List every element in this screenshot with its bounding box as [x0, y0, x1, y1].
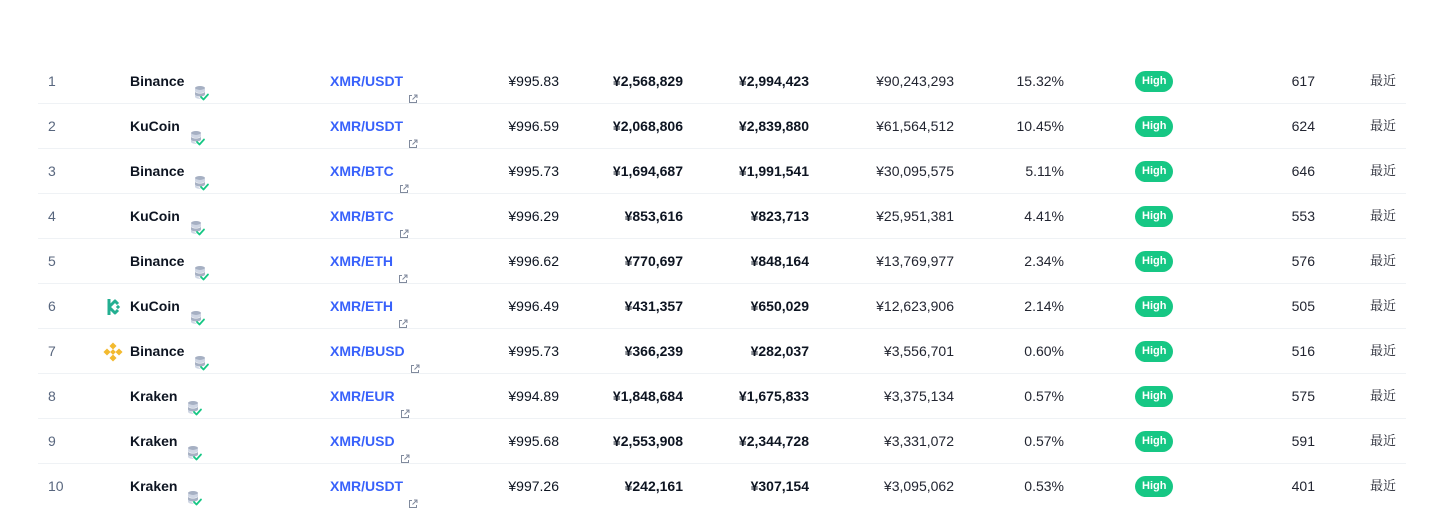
price-cell: ¥996.59 — [508, 118, 559, 134]
price-cell: ¥995.68 — [508, 433, 559, 449]
pair-name: XMR/USDT — [330, 118, 404, 134]
depth-minus-2-cell: ¥1,991,541 — [738, 163, 809, 179]
external-link-icon — [400, 437, 410, 447]
pair-link[interactable] — [330, 374, 410, 419]
liquidity-score-cell: 553 — [1291, 208, 1315, 224]
database-check-icon — [185, 435, 203, 453]
database-check-icon — [192, 255, 210, 273]
database-check-icon — [188, 210, 206, 228]
updated-cell: 最近 — [1369, 209, 1396, 224]
pair-link[interactable] — [330, 284, 408, 329]
external-link-icon — [398, 257, 408, 267]
liquidity-score-cell: 401 — [1291, 478, 1315, 494]
table-row[interactable] — [38, 329, 1406, 374]
database-check-icon — [188, 120, 206, 138]
database-check-icon — [188, 300, 206, 318]
market-pairs-table — [38, 59, 1406, 509]
volume-cell: ¥3,556,701 — [883, 343, 954, 359]
depth-minus-2-cell: ¥307,154 — [750, 478, 809, 494]
depth-minus-2-cell: ¥2,994,423 — [738, 73, 809, 89]
pair-link[interactable] — [330, 239, 408, 284]
updated-cell: 最近 — [1369, 389, 1396, 404]
depth-minus-2-cell: ¥848,164 — [750, 253, 809, 269]
liquidity-score-cell: 617 — [1291, 73, 1315, 89]
volume-cell: ¥13,769,977 — [876, 253, 954, 269]
liquidity-score-cell: 576 — [1291, 253, 1315, 269]
depth-plus-2-cell: ¥770,697 — [624, 253, 683, 269]
database-check-icon — [192, 75, 210, 93]
volume-cell: ¥25,951,381 — [876, 208, 954, 224]
external-link-icon — [400, 392, 410, 402]
pair-link[interactable] — [330, 419, 410, 464]
exchange-link[interactable] — [130, 104, 206, 149]
binance-logo — [102, 341, 124, 363]
exchange-name: Binance — [130, 253, 185, 269]
updated-cell: 最近 — [1369, 119, 1396, 134]
exchange-link[interactable] — [130, 284, 206, 329]
pair-name: XMR/BTC — [330, 208, 394, 224]
exchange-link[interactable] — [130, 149, 210, 194]
confidence-badge: High — [1135, 296, 1173, 317]
exchange-link[interactable] — [130, 419, 203, 464]
volume-cell: ¥61,564,512 — [876, 118, 954, 134]
volume-percent-cell: 10.45% — [1016, 118, 1064, 134]
volume-percent-cell: 0.57% — [1024, 388, 1064, 404]
exchange-name: Kraken — [130, 433, 178, 449]
rank-cell: 8 — [48, 388, 56, 404]
exchange-name: Binance — [130, 343, 185, 359]
pair-name: XMR/USDT — [330, 73, 404, 89]
pair-name: XMR/ETH — [330, 298, 393, 314]
rank-cell: 1 — [48, 73, 56, 89]
pair-link[interactable] — [330, 59, 418, 104]
volume-percent-cell: 5.11% — [1025, 163, 1064, 179]
exchange-name: KuCoin — [130, 208, 180, 224]
rank-cell: 2 — [48, 118, 56, 134]
table-row[interactable] — [38, 194, 1406, 239]
updated-cell: 最近 — [1369, 74, 1396, 89]
external-link-icon — [408, 482, 418, 492]
exchange-name: KuCoin — [130, 298, 180, 314]
pair-name: XMR/BTC — [330, 163, 394, 179]
volume-percent-cell: 2.14% — [1024, 298, 1064, 314]
pair-link[interactable] — [330, 464, 418, 509]
price-cell: ¥994.89 — [508, 388, 559, 404]
volume-percent-cell: 2.34% — [1024, 253, 1064, 269]
liquidity-score-cell: 575 — [1291, 388, 1315, 404]
exchange-link[interactable] — [130, 374, 203, 419]
external-link-icon — [399, 212, 409, 222]
table-row[interactable] — [38, 104, 1406, 149]
rank-cell: 5 — [48, 253, 56, 269]
pair-name: XMR/USD — [330, 433, 395, 449]
updated-cell: 最近 — [1369, 479, 1396, 494]
confidence-badge: High — [1135, 206, 1173, 227]
liquidity-score-cell: 624 — [1291, 118, 1315, 134]
external-link-icon — [408, 77, 418, 87]
depth-minus-2-cell: ¥1,675,833 — [738, 388, 809, 404]
volume-cell: ¥30,095,575 — [876, 163, 954, 179]
rank-cell: 9 — [48, 433, 56, 449]
pair-link[interactable] — [330, 329, 420, 374]
volume-cell: ¥3,331,072 — [883, 433, 954, 449]
updated-cell: 最近 — [1369, 434, 1396, 449]
table-row[interactable] — [38, 239, 1406, 284]
external-link-icon — [410, 347, 420, 357]
confidence-badge: High — [1135, 386, 1173, 407]
exchange-link[interactable] — [130, 59, 210, 104]
pair-link[interactable] — [330, 104, 418, 149]
depth-minus-2-cell: ¥2,839,880 — [738, 118, 809, 134]
pair-name: XMR/EUR — [330, 388, 395, 404]
price-cell: ¥995.73 — [508, 163, 559, 179]
exchange-name: Binance — [130, 73, 185, 89]
rank-cell: 6 — [48, 298, 56, 314]
depth-minus-2-cell: ¥650,029 — [750, 298, 809, 314]
volume-percent-cell: 15.32% — [1016, 73, 1064, 89]
depth-plus-2-cell: ¥366,239 — [624, 343, 683, 359]
rank-cell: 3 — [48, 163, 56, 179]
confidence-badge: High — [1135, 431, 1173, 452]
depth-minus-2-cell: ¥282,037 — [750, 343, 809, 359]
rank-cell: 10 — [48, 478, 64, 494]
updated-cell: 最近 — [1369, 344, 1396, 359]
price-cell: ¥997.26 — [508, 478, 559, 494]
confidence-badge: High — [1135, 116, 1173, 137]
volume-cell: ¥3,375,134 — [883, 388, 954, 404]
volume-percent-cell: 0.57% — [1024, 433, 1064, 449]
pair-link[interactable] — [330, 149, 409, 194]
exchange-name: KuCoin — [130, 118, 180, 134]
pair-name: XMR/ETH — [330, 253, 393, 269]
external-link-icon — [398, 302, 408, 312]
volume-cell: ¥12,623,906 — [876, 298, 954, 314]
liquidity-score-cell: 516 — [1291, 343, 1315, 359]
depth-minus-2-cell: ¥823,713 — [750, 208, 809, 224]
database-check-icon — [192, 345, 210, 363]
table-row[interactable] — [38, 284, 1406, 329]
rank-cell: 4 — [48, 208, 56, 224]
liquidity-score-cell: 591 — [1291, 433, 1315, 449]
volume-percent-cell: 0.60% — [1024, 343, 1064, 359]
exchange-link[interactable] — [130, 329, 210, 374]
confidence-badge: High — [1135, 161, 1173, 182]
depth-plus-2-cell: ¥853,616 — [624, 208, 683, 224]
exchange-link[interactable] — [130, 194, 206, 239]
confidence-badge: High — [1135, 251, 1173, 272]
volume-cell: ¥3,095,062 — [883, 478, 954, 494]
pair-name: XMR/BUSD — [330, 343, 405, 359]
database-check-icon — [185, 480, 203, 498]
depth-plus-2-cell: ¥2,553,908 — [612, 433, 683, 449]
table-row[interactable] — [38, 419, 1406, 464]
table-row[interactable] — [38, 59, 1406, 104]
exchange-name: Kraken — [130, 478, 178, 494]
confidence-badge: High — [1135, 341, 1173, 362]
exchange-name: Binance — [130, 163, 185, 179]
price-cell: ¥995.73 — [508, 343, 559, 359]
updated-cell: 最近 — [1369, 164, 1396, 179]
depth-minus-2-cell: ¥2,344,728 — [738, 433, 809, 449]
liquidity-score-cell: 505 — [1291, 298, 1315, 314]
volume-percent-cell: 0.53% — [1024, 478, 1064, 494]
database-check-icon — [185, 390, 203, 408]
exchange-link[interactable] — [130, 464, 203, 509]
confidence-badge: High — [1135, 476, 1173, 497]
external-link-icon — [408, 122, 418, 132]
price-cell: ¥996.49 — [508, 298, 559, 314]
exchange-link[interactable] — [130, 239, 210, 284]
confidence-badge: High — [1135, 71, 1173, 92]
table-row[interactable] — [38, 374, 1406, 419]
volume-cell: ¥90,243,293 — [876, 73, 954, 89]
table-row[interactable] — [38, 464, 1406, 509]
depth-plus-2-cell: ¥2,068,806 — [612, 118, 683, 134]
price-cell: ¥996.29 — [508, 208, 559, 224]
pair-name: XMR/USDT — [330, 478, 404, 494]
price-cell: ¥996.62 — [508, 253, 559, 269]
rank-cell: 7 — [48, 343, 56, 359]
depth-plus-2-cell: ¥242,161 — [624, 478, 683, 494]
kucoin-logo — [102, 296, 124, 318]
pair-link[interactable] — [330, 194, 409, 239]
external-link-icon — [399, 167, 409, 177]
depth-plus-2-cell: ¥1,694,687 — [612, 163, 683, 179]
exchange-name: Kraken — [130, 388, 178, 404]
depth-plus-2-cell: ¥1,848,684 — [612, 388, 683, 404]
database-check-icon — [192, 165, 210, 183]
depth-plus-2-cell: ¥2,568,829 — [612, 73, 683, 89]
volume-percent-cell: 4.41% — [1024, 208, 1064, 224]
liquidity-score-cell: 646 — [1291, 163, 1315, 179]
price-cell: ¥995.83 — [508, 73, 559, 89]
updated-cell: 最近 — [1369, 254, 1396, 269]
depth-plus-2-cell: ¥431,357 — [624, 298, 683, 314]
table-row[interactable] — [38, 149, 1406, 194]
updated-cell: 最近 — [1369, 299, 1396, 314]
